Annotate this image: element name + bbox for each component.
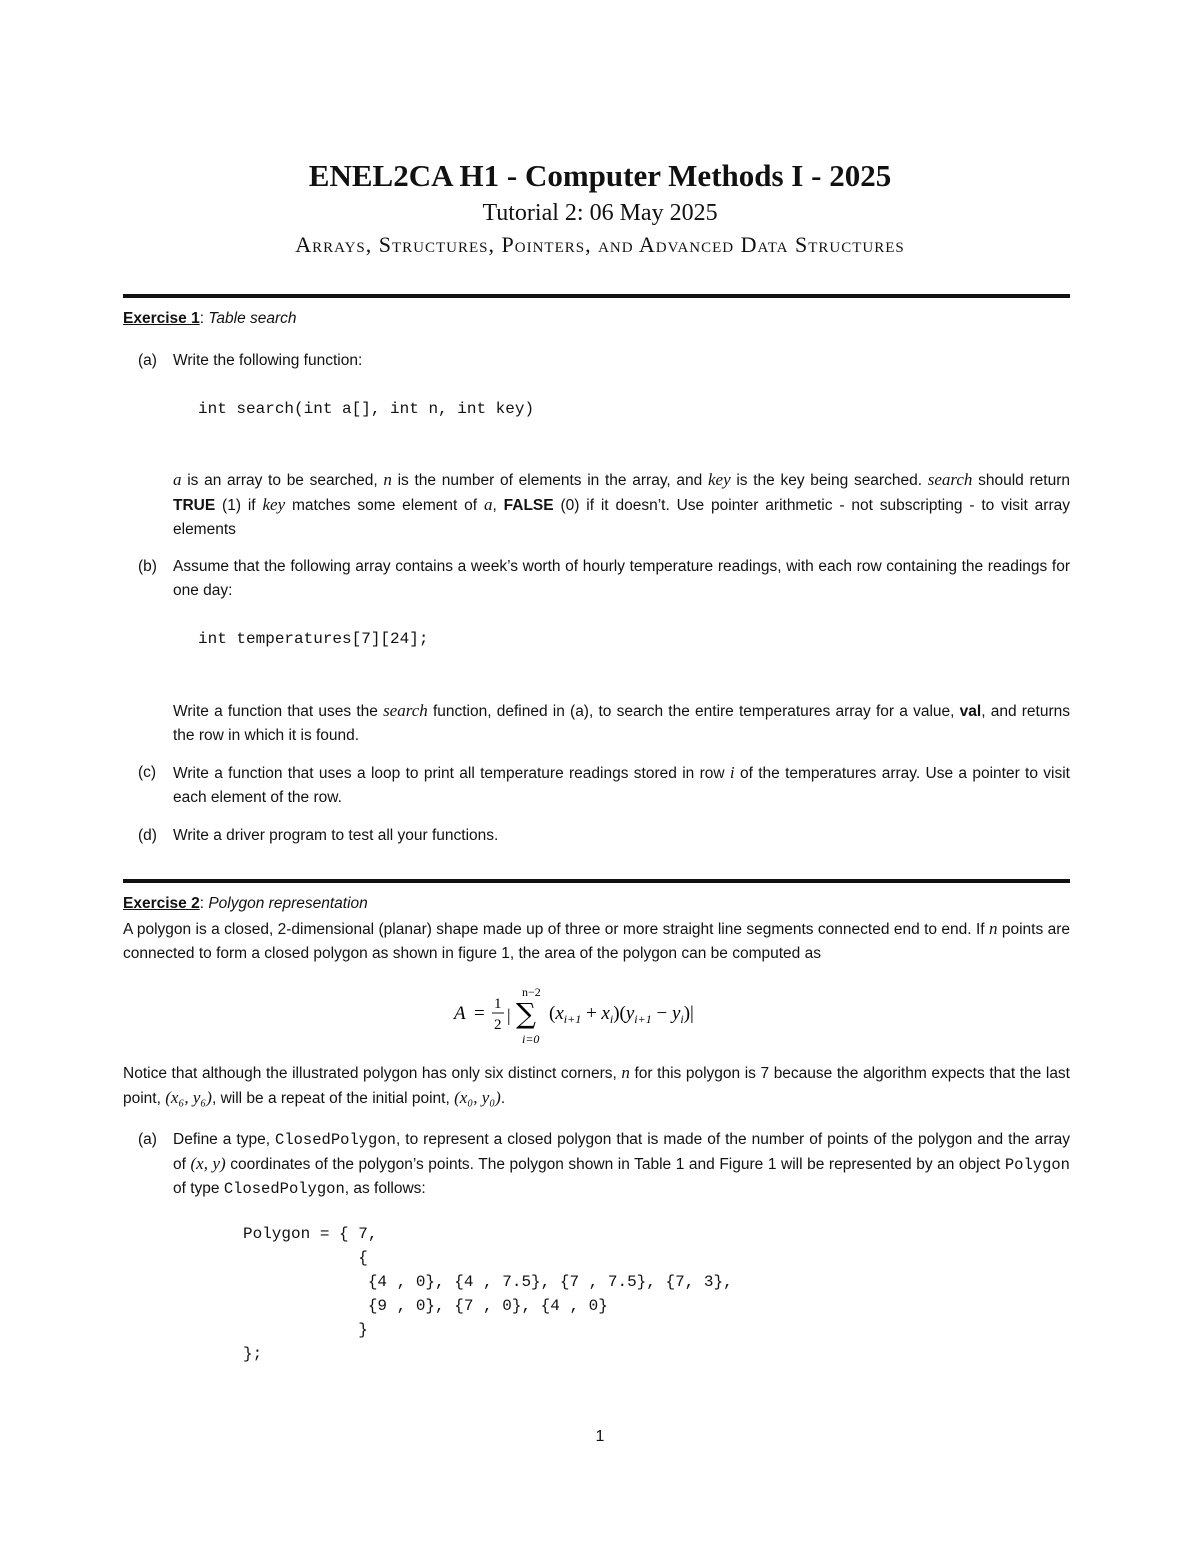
formula-body: $(x_{i+1} + x_i)(y_{i+1} - y_i)|$ — [549, 1003, 694, 1026]
code-line: {9 , 0}, {7 , 0}, {4 , 0} — [243, 1297, 608, 1315]
item-marker: (d) — [138, 827, 157, 844]
exercise-2-notice: Notice that although the illustrated polygon has only six distinct corners, n for this polygon is 7 because the algorithm expects that the last point, (x₆, y₆), will be a repeat of the initial point, (x₀, y₀). — [123, 1063, 1070, 1107]
exercise-1b-text: Assume that the following array contains a week’s worth of hourly temperature readings, with each row containing the readings for one day: — [173, 558, 1070, 599]
exercise-2-heading: Exercise 2: Polygon representation — [123, 895, 368, 912]
document-title: ENEL2CA H1 - Computer Methods I - 2025 — [308, 158, 892, 193]
code-temperatures-declaration: int temperatures[7][24]; — [198, 630, 429, 648]
exercise-1b-description: Write a function that uses the search function, defined in (a), to search the entire temperatures array for a value, val, and returns the row in which it is found. — [173, 701, 1070, 744]
exercise-1c-text: Write a function that uses a loop to print all temperature readings stored in row i of the temperatures array. Use a pointer to visit each element of the row. — [173, 763, 1070, 806]
area-formula — [452, 985, 752, 1045]
exercise-2-label: Exercise 2 — [123, 895, 200, 912]
exercise-1a-text: Write the following function: — [173, 352, 363, 369]
sum-upper-limit: n−2 — [522, 985, 541, 999]
exercise-1-title: Table search — [208, 310, 297, 327]
svg-text:|: | — [507, 1005, 511, 1025]
code-line: { — [243, 1249, 368, 1267]
exercise-2a-text: Define a type, ClosedPolygon, to represent a closed polygon that is made of the number of points of the polygon and the array of (x, y) coordinates of the polygon’s points. The polygon shown in Table 1 and Figure 1 will be represented by an object Polygon of type ClosedPolygon, as follows: — [173, 1131, 1070, 1198]
sum-lower-limit: i=0 — [522, 1032, 540, 1045]
section-divider — [123, 879, 1070, 883]
item-marker: (c) — [138, 764, 157, 781]
item-marker: (a) — [138, 352, 157, 369]
exercise-1-heading: Exercise 1: Table search — [123, 310, 297, 327]
code-search-signature: int search(int a[], int n, int key) — [198, 400, 535, 418]
code-line: } — [243, 1321, 368, 1339]
formula-denominator: 2 — [494, 1017, 502, 1033]
section-divider — [123, 294, 1070, 298]
code-line: {4 , 0}, {4 , 7.5}, {7 , 7.5}, {7, 3}, — [243, 1273, 733, 1291]
formula-equals: = — [474, 1003, 485, 1024]
item-marker: (b) — [138, 558, 157, 575]
code-line: Polygon = { 7, — [243, 1225, 378, 1243]
exercise-1d-text: Write a driver program to test all your functions. — [173, 827, 499, 844]
exercise-1a-description: a is an array to be searched, n is the number of elements in the array, and key is the key being searched. search should return TRUE (1) if key matches some element of a, FALSE (0) if it doesn’t. Use pointer arithmetic - not subscripting - to visit array elements — [173, 470, 1070, 538]
tutorial-subtitle: Tutorial 2: 06 May 2025 — [482, 200, 718, 226]
exercise-2-intro: A polygon is a closed, 2-dimensional (planar) shape made up of three or more straight line segments connected end to end. If n points are connected to form a closed polygon as shown in figure 1, the area of the polygon can be computed as — [123, 919, 1070, 962]
item-marker: (a) — [138, 1131, 157, 1148]
exercise-1-label: Exercise 1 — [123, 310, 200, 327]
formula-numerator: 1 — [494, 996, 502, 1012]
formula-lhs: A — [454, 1003, 466, 1024]
tutorial-topic: Arrays, Structures, Pointers, and Advanced Data Structures — [295, 232, 905, 257]
code-polygon-initializer — [243, 1222, 733, 1366]
code-line: }; — [243, 1345, 263, 1363]
sum-symbol: ∑ — [516, 997, 536, 1030]
page-number: 1 — [595, 1428, 605, 1445]
exercise-2-title: Polygon representation — [208, 895, 368, 912]
